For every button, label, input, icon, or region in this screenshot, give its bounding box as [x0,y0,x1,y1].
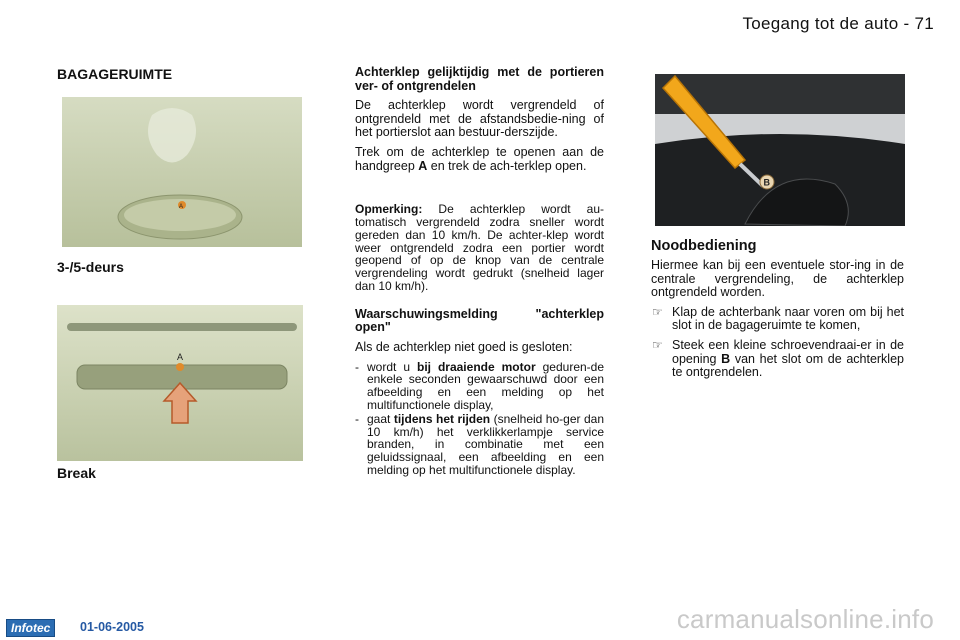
page-header-title: Toegang tot de auto - 71 [742,14,934,33]
paragraph-emergency: Hiermee kan bij een eventuele stor-ing in de centrale vergrendeling, de achterklep ontgrendeld worden. [651,258,904,300]
watermark: carmanualsonline.info [676,604,934,634]
tailgate-break-illustration [57,305,303,461]
photo-tailgate-handle-break [57,305,303,461]
caption-break: Break [57,465,96,481]
list-item: - wordt u bij draaiende motor geduren-de enkele seconden gewaarschuwd door een afbeelding en een melding op het multifunctionele display, [355,359,605,412]
list-item: ☞ Steek een kleine schroevendraai-er in de opening B van het slot om de achterklep te ontgrendelen. [652,337,904,380]
label-A-break: A [177,352,184,362]
label-B: B [763,177,770,188]
heading-emergency: Noodbediening [651,238,757,254]
paragraph-lock: De achterklep wordt vergrendeld of ontgrendeld met de afstandsbedie-ning of het portierslot aan bestuur-derszijde. [355,98,604,140]
heading-lock-unlock: Achterklep gelijktijdig met de portieren ver- of ontgrendelen [355,65,604,93]
label-A: A [179,204,184,210]
paragraph-not-closed: Als de achterklep niet goed is gesloten: [355,339,573,354]
footer-date: 01-06-2005 [80,620,144,634]
pointing-hand-icon: ☞ [652,337,663,352]
photo-emergency-release [655,74,905,226]
paragraph-open: Trek om de achterklep te openen aan de handgreep A en trek de ach-terklep open. [355,144,604,173]
emergency-steps [651,306,904,380]
middle-column [355,66,604,478]
pointing-hand-icon: ☞ [652,304,663,319]
warning-list [355,361,604,477]
right-column [651,259,904,386]
tailgate-handle-illustration [62,97,302,247]
section-title: BAGAGERUIMTE [57,66,173,82]
caption-3-5-door: 3-/5-deurs [57,259,124,275]
heading-warning: Waarschuwingsmelding "achterklep open" [355,306,604,335]
screwdriver-lock-illustration [655,74,905,226]
list-item: - gaat tijdens het rijden (snelheid ho-ger dan 10 km/h) het verklikkerlampje service branden, in combinatie met een geluidssignaal, een afbeelding en een melding op het multifunctionele display. [355,411,604,477]
infotec-logo: Infotec [6,619,55,637]
photo-tailgate-handle-3-5-door [62,97,302,247]
paragraph-note: Opmerking: De achterklep wordt au-tomatisch vergrendeld zodra sneller wordt gereden dan 10 km/h. De achter-klep wordt weer ontgrendeld zodra een portier wordt geopend of op de knop van de centrale vergrendeling wordt gedrukt (snelheid lager dan 10 km/h). [355,202,604,293]
list-item: ☞ Klap de achterbank naar voren om bij het slot in de bagageruimte te komen, [652,304,904,333]
